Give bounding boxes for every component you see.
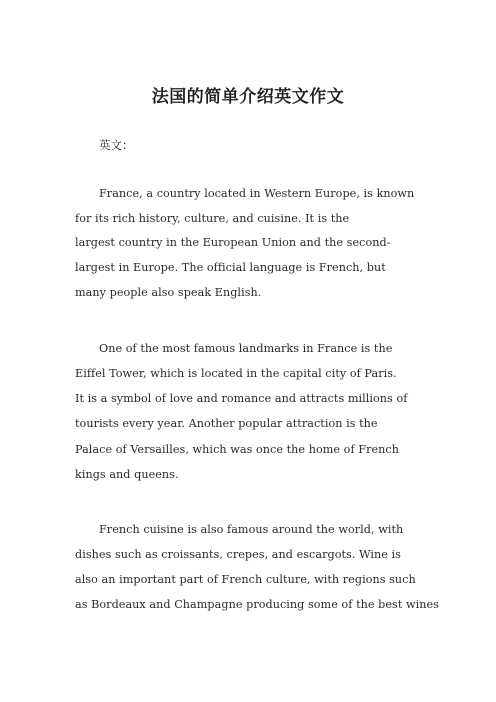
paragraph-line: kings and queens. (75, 468, 179, 481)
paragraph-line: French cuisine is also famous around the world, with (99, 523, 404, 536)
paragraph-line: as Bordeaux and Champagne producing some of the best wines (75, 598, 439, 611)
paragraph-line: tourists every year. Another popular attraction is the (75, 417, 378, 430)
paragraph-line: dishes such as croissants, crepes, and escargots. Wine is (75, 548, 401, 561)
paragraph-line: many people also speak English. (75, 286, 262, 299)
paragraph-line: also an important part of French culture, with regions such (75, 573, 416, 586)
paragraph-line: largest in Europe. The official language is French, but (75, 261, 386, 274)
section-label: 英文： (99, 138, 134, 152)
paragraph-line: France, a country located in Western Europe, is known (99, 187, 415, 200)
paragraph-line: One of the most famous landmarks in France is the (99, 342, 393, 355)
paragraph-line: Eiffel Tower, which is located in the capital city of Paris. (75, 367, 397, 380)
paragraph-line: largest country in the European Union and the second- (75, 236, 391, 249)
paragraph-line: for its rich history, culture, and cuisine. It is the (75, 212, 350, 225)
paragraph-line: It is a symbol of love and romance and attracts millions of (75, 392, 408, 405)
document-title: 法国的简单介绍英文作文 (151, 87, 345, 107)
paragraph-line: Palace of Versailles, which was once the home of French (75, 443, 399, 456)
